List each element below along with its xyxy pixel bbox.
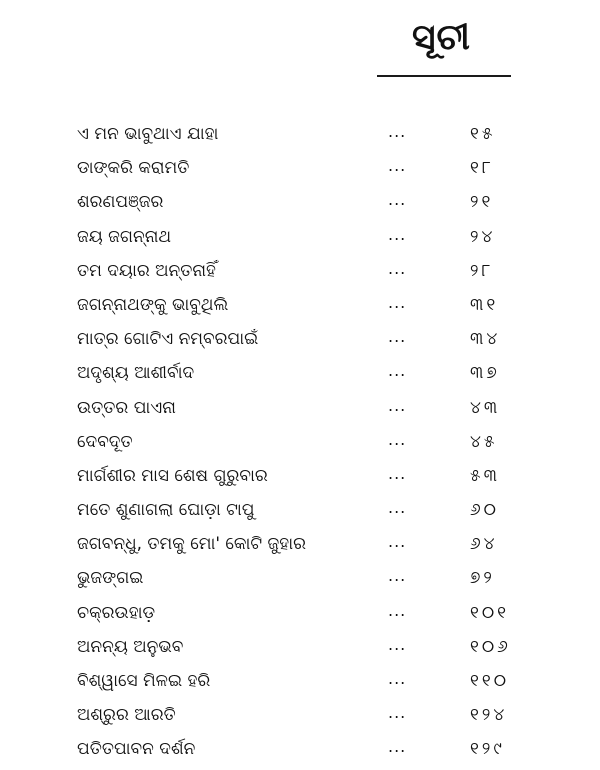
toc-leader-dots: ...: [388, 361, 407, 381]
toc-entry-title: ଜଗବନ୍ଧୁ, ତମକୁ ମୋ' କୋଟି ଜୁହାର: [77, 534, 306, 555]
toc-entry: [0, 152, 600, 186]
toc-entry-title: ଦେବଦୂତ: [77, 431, 133, 452]
toc-entry: [0, 392, 600, 426]
toc-entry-title: ମତେ ଶୁଣାଗଲା ଘୋଡ଼ା ଟାପୁ: [77, 500, 255, 521]
toc-leader-dots: ...: [388, 703, 407, 723]
toc-entry-title: ପତିତପାବନ ଦର୍ଶନ: [77, 739, 196, 760]
toc-entry-title: ଅଦୃଶ୍ୟ ଆଶୀର୍ବାଦ: [77, 363, 195, 384]
toc-entry-title: ତମ ଦୟାର ଅନ୍ତନାହିଁ: [77, 260, 216, 281]
toc-entry-page-number: ୩୧: [470, 294, 499, 315]
toc-entry: [0, 494, 600, 528]
toc-entry: [0, 426, 600, 460]
toc-entry: [0, 460, 600, 494]
toc-leader-dots: ...: [388, 737, 407, 757]
toc-entry-title: ଚକ୍ରଉହାଡ଼: [77, 602, 156, 623]
toc-entry-title: ଶରଣପଞ୍ଜର: [77, 192, 164, 213]
toc-entry-page-number: ୨୧: [470, 192, 494, 213]
toc-entry: [0, 665, 600, 699]
toc-leader-dots: ...: [388, 634, 407, 654]
toc-entry-page-number: ୧୨୯: [470, 739, 505, 760]
toc-entry: [0, 323, 600, 357]
toc-leader-dots: ...: [388, 395, 407, 415]
toc-entry: [0, 186, 600, 220]
toc-entry-page-number: ୪୫: [470, 431, 498, 452]
toc-entry-title: ମାତ୍ର ଗୋଟିଏ ନମ୍ବରପାଇଁ: [77, 329, 259, 350]
toc-entry-title: ବିଶ୍ୱାସେ ମିଳଇ ହରି: [77, 671, 211, 691]
toc-entry-page-number: ୬୦: [470, 500, 499, 521]
toc-entry: [0, 255, 600, 289]
toc-entry-page-number: ୨୮: [470, 260, 494, 281]
toc-entry: [0, 631, 600, 665]
toc-entry: [0, 528, 600, 562]
toc-leader-dots: ...: [388, 292, 407, 312]
toc-leader-dots: ...: [388, 498, 407, 518]
toc-entry: [0, 733, 600, 767]
toc-entry-title: ଭୁଜଙ୍ଗଇ: [77, 568, 144, 589]
toc-leader-dots: ...: [388, 190, 407, 210]
toc-entry-page-number: ୧୧୦: [470, 671, 510, 691]
toc-entry-page-number: ୧୫: [470, 124, 496, 144]
toc-entry-title: ଉତ୍ତର ପାଏନା: [77, 397, 176, 418]
toc-leader-dots: ...: [388, 532, 407, 552]
toc-entry-page-number: ୨୪: [470, 226, 496, 247]
toc-leader-dots: ...: [388, 122, 407, 141]
toc-leader-dots: ...: [388, 669, 407, 688]
toc-entry-page-number: ୫୩: [470, 465, 500, 486]
toc-entry-title: ଜୟ ଜଗନ୍ନାଥ: [77, 226, 172, 247]
toc-entry-title: ଡାଙ୍କରି କରାମତି: [77, 158, 190, 179]
toc-leader-dots: ...: [388, 566, 407, 586]
toc-entry-page-number: ୧୦୬: [470, 636, 511, 657]
toc-leader-dots: ...: [388, 156, 407, 176]
toc-entry: [0, 562, 600, 596]
toc-entry-page-number: ୧୦୧: [470, 602, 510, 623]
toc-leader-dots: ...: [388, 429, 407, 449]
title-underline: [377, 75, 511, 77]
toc-entry-page-number: ୪୩: [470, 397, 501, 418]
toc-entry-title: ଜଗନ୍ନାଥଙ୍କୁ ଭାବୁଥିଲି: [77, 294, 229, 315]
toc-entry-page-number: ୬୪: [470, 534, 498, 555]
toc-leader-dots: ...: [388, 327, 407, 347]
toc-entry: [0, 597, 600, 631]
toc-entry: [0, 699, 600, 733]
toc-entry-page-number: ୩୭: [470, 363, 500, 384]
toc-list: [0, 118, 600, 768]
toc-leader-dots: ...: [388, 463, 407, 483]
toc-entry-title: ଅଶ୍ରୁର ଆରତି: [77, 705, 176, 726]
toc-entry-page-number: ୧୨୪: [470, 705, 508, 726]
toc-entry-page-number: ୩୪: [470, 329, 501, 350]
toc-entry-page-number: ୭୨: [470, 568, 495, 589]
toc-entry: [0, 357, 600, 391]
toc-entry: [0, 118, 600, 152]
toc-entry-title: ଏ ମନ ଭାବୁଥାଏ ଯାହା: [77, 124, 219, 144]
toc-leader-dots: ...: [388, 258, 407, 278]
toc-leader-dots: ...: [388, 224, 407, 244]
page-title: ସୂଚୀ: [412, 17, 471, 58]
toc-entry: [0, 289, 600, 323]
toc-entry-title: ମାର୍ଗଶୀର ମାସ ଶେଷ ଗୁରୁବାର: [77, 465, 268, 486]
toc-entry-title: ଅନନ୍ୟ ଅନୁଭବ: [77, 636, 184, 657]
toc-leader-dots: ...: [388, 600, 407, 620]
toc-entry: [0, 221, 600, 255]
toc-entry-page-number: ୧୮: [470, 158, 494, 179]
